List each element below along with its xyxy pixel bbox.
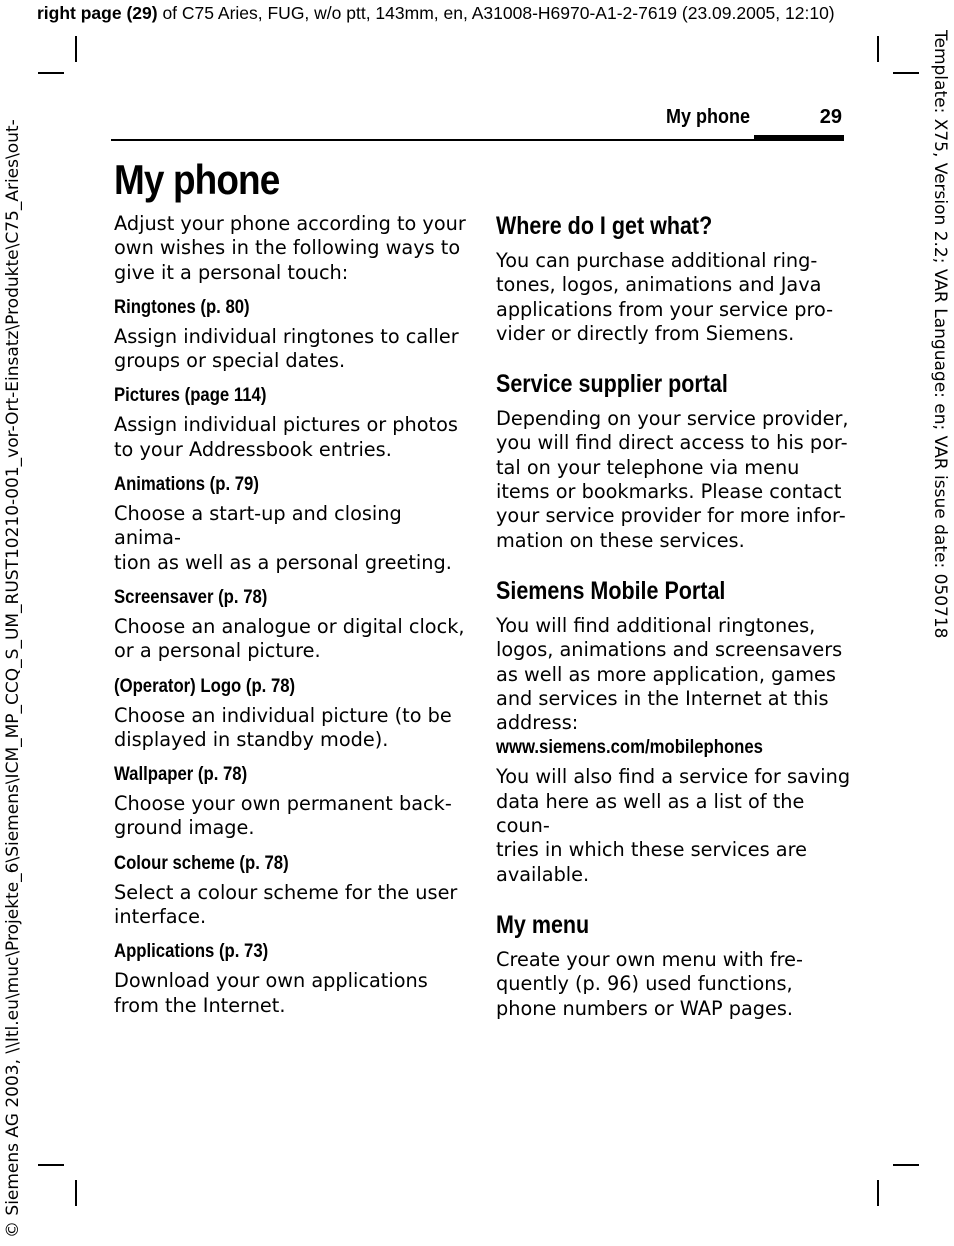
feature-term: Ringtones (p. 80) bbox=[114, 296, 250, 318]
feature-term: Colour scheme (p. 78) bbox=[114, 852, 289, 874]
section-heading: Where do I get what? bbox=[496, 212, 713, 240]
feature-item bbox=[114, 676, 474, 753]
siemens-url-link[interactable]: www.siemens.com/mobilephones bbox=[496, 737, 763, 759]
section-text: Depending on your service provider, you will find direct access to his por- tal on your telephone via menu items or bookmarks. Please contact your service provider for more infor- mation on these services. bbox=[496, 407, 849, 552]
page-title: My phone bbox=[114, 156, 280, 203]
section-heading: Service supplier portal bbox=[496, 370, 728, 399]
feature-term: Wallpaper (p. 78) bbox=[114, 764, 248, 786]
feature-term: Applications (p. 73) bbox=[114, 941, 269, 963]
side-template-text: Template: X75, Version 2.2; VAR Language: en; VAR issue date: 050718 bbox=[930, 30, 950, 639]
feature-item bbox=[114, 941, 474, 1018]
running-header-section: My phone bbox=[665, 106, 750, 128]
feature-item bbox=[114, 764, 474, 841]
crop-mark bbox=[893, 72, 919, 74]
section-mymenu bbox=[496, 911, 851, 1021]
section-text: Create your own menu with fre- quently (p. 96) used functions, phone numbers or WAP pages. bbox=[496, 947, 803, 1020]
feature-desc: Assign individual pictures or photos to your Addressbook entries. bbox=[114, 413, 458, 461]
feature-term: Screensaver (p. 78) bbox=[114, 586, 268, 608]
page-number: 29 bbox=[819, 106, 842, 128]
print-slug bbox=[37, 3, 917, 24]
section-heading: Siemens Mobile Portal bbox=[496, 576, 726, 605]
feature-item bbox=[114, 297, 474, 374]
left-column bbox=[114, 212, 474, 1018]
feature-item bbox=[114, 853, 474, 930]
feature-desc: Choose an analogue or digital clock, or a personal picture. bbox=[114, 614, 465, 663]
header-rule bbox=[111, 139, 844, 141]
slug-rest: of C75 Aries, FUG, w/o ptt, 143mm, en, A31008-H6970-A1-2-7619 (23.09.2005, 12:10) bbox=[157, 3, 835, 23]
crop-mark bbox=[75, 1180, 77, 1206]
slug-bold: right page (29) bbox=[37, 3, 158, 23]
feature-term: (Operator) Logo (p. 78) bbox=[114, 675, 296, 697]
section-text: You will find additional ringtones, logos, animations and screensavers as well as more application, games and services in the Internet at this address: bbox=[496, 613, 843, 735]
crop-mark bbox=[75, 36, 77, 62]
feature-desc: Select a colour scheme for the user interface. bbox=[114, 880, 458, 929]
section-heading: My menu bbox=[496, 910, 590, 939]
crop-mark bbox=[38, 72, 64, 74]
feature-desc: Assign individual ringtones to caller groups or special dates. bbox=[114, 324, 459, 373]
crop-mark bbox=[38, 1164, 64, 1166]
section-where bbox=[496, 212, 851, 346]
intro-paragraph: Adjust your phone according to your own wishes in the following ways to give it a personal touch: bbox=[114, 212, 466, 284]
feature-item bbox=[114, 587, 474, 664]
feature-item bbox=[114, 474, 474, 575]
section-text: You will also find a service for saving data here as well as a list of the coun- tries in which these services are available. bbox=[496, 765, 851, 886]
feature-term: Animations (p. 79) bbox=[114, 474, 259, 496]
section-siemens bbox=[496, 577, 851, 887]
crop-mark bbox=[877, 1180, 879, 1206]
header-rule-thick bbox=[754, 135, 844, 141]
feature-desc: Choose your own permanent back- ground image. bbox=[114, 792, 452, 840]
section-text: You can purchase additional ring- tones, logos, animations and Java applications from your service pro- vider or directly from Siemens. bbox=[496, 249, 834, 345]
right-column bbox=[496, 212, 851, 1045]
feature-item bbox=[114, 385, 474, 462]
side-path-text: © Siemens AG 2003, \\Itl.eu\muc\Projekte_6\Siemens\ICM_MP_CCQ_S_UM_RUST10210-001_vor-Ort-Einsatz\Produkte\C75_Aries\out- bbox=[3, 119, 23, 1238]
feature-desc: Choose a start-up and closing anima- tion as well as a personal greeting. bbox=[114, 502, 452, 574]
crop-mark bbox=[877, 36, 879, 62]
feature-term: Pictures (page 114) bbox=[114, 385, 267, 407]
feature-desc: Choose an individual picture (to be displayed in standby mode). bbox=[114, 703, 452, 751]
crop-mark bbox=[893, 1164, 919, 1166]
feature-desc: Download your own applications from the Internet. bbox=[114, 969, 428, 1017]
section-portal bbox=[496, 370, 851, 553]
